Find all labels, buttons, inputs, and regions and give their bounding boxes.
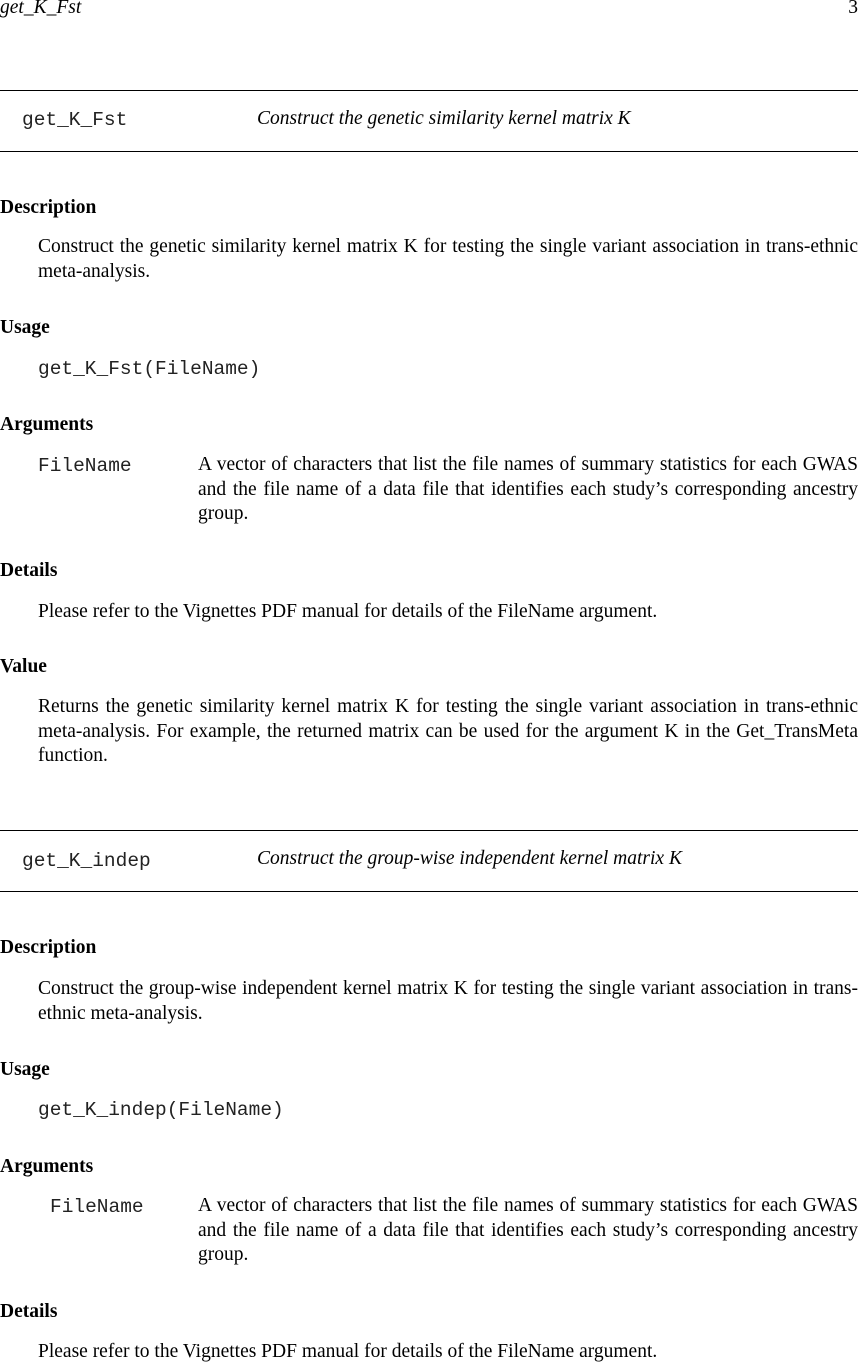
entry-function-name: get_K_Fst [22, 109, 128, 131]
arguments-heading: Arguments [0, 1156, 94, 1177]
details-heading: Details [0, 560, 58, 581]
description-text: Construct the genetic similarity kernel matrix K for testing the single variant association in trans-ethnic meta-analysis. [38, 236, 858, 282]
entry-function-title: Construct the group-wise independent kernel matrix K [257, 848, 682, 869]
usage-code: get_K_indep(FileName) [38, 1099, 284, 1121]
arguments-heading: Arguments [0, 414, 94, 435]
entry-bottom-rule [0, 151, 858, 152]
usage-heading: Usage [0, 317, 50, 338]
description-heading: Description [0, 937, 97, 958]
entry-function-title: Construct the genetic similarity kernel matrix K [257, 108, 631, 129]
details-text: Please refer to the Vignettes PDF manual for details of the FileName argument. [38, 601, 658, 622]
entry-bottom-rule [0, 891, 858, 892]
argument-name: FileName [38, 455, 132, 477]
argument-name: FileName [50, 1196, 144, 1218]
entry-top-rule [0, 830, 858, 831]
running-title: get_K_Fst [0, 0, 82, 18]
details-text: Please refer to the Vignettes PDF manual for details of the FileName argument. [38, 1341, 658, 1362]
description-heading: Description [0, 197, 97, 218]
entry-top-rule [0, 90, 858, 91]
details-heading: Details [0, 1301, 58, 1322]
usage-code: get_K_Fst(FileName) [38, 358, 261, 380]
value-text: Returns the genetic similarity kernel matrix K for testing the single variant association in trans-ethnic meta-analysis. For example, the returned matrix can be used for the argument K in the Get_TransMeta function. [38, 696, 858, 766]
value-heading: Value [0, 656, 47, 677]
argument-description: A vector of characters that list the file names of summary statistics for each GWAS and the file name of a data file that identifies each study’s corresponding ancestry group. [198, 1195, 858, 1265]
usage-heading: Usage [0, 1059, 50, 1080]
argument-description: A vector of characters that list the file names of summary statistics for each GWAS and the file name of a data file that identifies each study’s corresponding ancestry group. [198, 454, 858, 524]
page-number: 3 [848, 0, 858, 18]
description-text: Construct the group-wise independent kernel matrix K for testing the single variant association in trans-ethnic meta-analysis. [38, 978, 858, 1024]
entry-function-name: get_K_indep [22, 850, 151, 872]
